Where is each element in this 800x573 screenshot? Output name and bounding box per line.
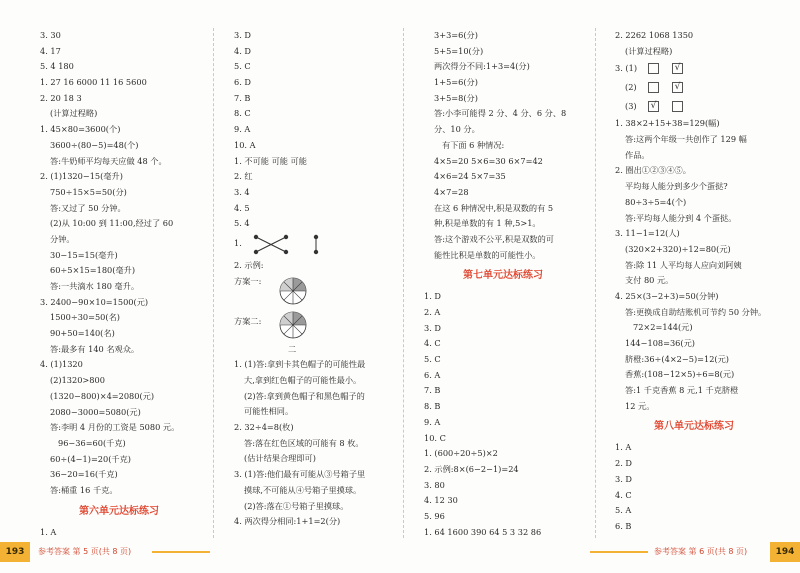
answer-line (412, 106, 594, 122)
checkbox-row (603, 59, 785, 78)
answer-line (412, 493, 594, 509)
answer-line (412, 201, 594, 217)
answer-list (222, 28, 404, 232)
answer-line (28, 185, 210, 201)
answer-text: 1. 38×2+15+38=129(幅) (615, 118, 720, 129)
answer-text: 72×2=144(元) (633, 322, 693, 333)
answer-list (412, 289, 594, 538)
answer-text: (2)答:拿到黄色帽子和黑色帽子的 (244, 390, 365, 401)
answer-text: 8. B (424, 401, 441, 412)
answer-text: 3. D (424, 322, 441, 333)
answer-line (28, 216, 210, 232)
answer-text: 支付 80 元。 (625, 275, 674, 286)
answer-list (28, 28, 210, 499)
answer-line (222, 201, 404, 217)
answer-text: 答:小李可能得 2 分、4 分、6 分、8 (434, 108, 567, 119)
answer-line (222, 75, 404, 91)
answer-line (603, 28, 785, 44)
answer-text: 3. 11−1=12(人) (615, 228, 680, 239)
answer-line (603, 519, 785, 535)
answer-line (222, 436, 404, 452)
answer-line (28, 310, 210, 326)
answer-line (222, 499, 404, 515)
answer-text: (2)1320>800 (50, 375, 105, 386)
answer-line (603, 352, 785, 368)
answer-line (412, 415, 594, 431)
answer-line (222, 154, 404, 170)
answer-line (603, 163, 785, 179)
page-number: 194 (770, 542, 800, 562)
answer-line (28, 201, 210, 217)
answer-text: 答:牛奶师平均每天应做 48 个。 (50, 155, 167, 166)
answer-line (28, 420, 210, 436)
checkbox-row (603, 97, 785, 116)
answer-text: 3+5=8(分) (434, 92, 478, 103)
matching-lines-diagram (252, 232, 322, 256)
answer-text: 1500÷30=50(名) (50, 312, 120, 323)
answer-line (603, 440, 785, 456)
answer-line (603, 195, 785, 211)
answer-line (603, 148, 785, 164)
answer-text: 4×7=28 (434, 186, 469, 197)
answer-text: 2. 2262 1068 1350 (615, 30, 694, 40)
answer-checkbox (672, 101, 683, 112)
page-number: 193 (0, 542, 30, 562)
answer-text: 2. A (424, 307, 441, 317)
answer-text: 答:李明 4 月份的工资是 5080 元。 (50, 422, 180, 433)
answer-line (28, 452, 210, 468)
answer-text: 4. 12 30 (424, 495, 458, 506)
footer-right (590, 542, 800, 562)
answer-line (412, 248, 594, 264)
answer-text: 3. 2400−90×10=1500(元) (40, 296, 149, 307)
answer-text: 大,拿到红色帽子的可能性最小。 (244, 375, 362, 385)
answer-line (603, 289, 785, 305)
answer-list (603, 440, 785, 538)
answer-text: (计算过程略) (625, 45, 673, 56)
answer-line (28, 436, 210, 452)
answer-text: 6. D (234, 77, 251, 88)
answer-text: 平均每人能分到多少个蛋挞? (625, 181, 728, 192)
answer-text: 可能性相同。 (244, 406, 294, 417)
answer-line (412, 336, 594, 352)
answer-text: 9. A (424, 416, 441, 427)
answer-text: (2)答:落在①号箱子里摸球。 (244, 500, 349, 511)
answer-text: 2. 示例:8×(6−2−1)=24 (424, 463, 519, 474)
answer-line (603, 179, 785, 195)
answer-line (412, 431, 594, 447)
answer-line (412, 446, 594, 462)
answer-line (222, 373, 404, 389)
answer-line (28, 122, 210, 138)
answer-checkbox: √ (672, 63, 683, 74)
footer-caption: 参考答案 第 6 页(共 8 页) (654, 547, 748, 556)
answer-line (222, 404, 404, 420)
answer-text: 有下面 6 种情况: (442, 139, 505, 150)
answer-line (222, 467, 404, 483)
answer-text: 4. 5 (234, 202, 250, 213)
footer-bar (152, 551, 210, 553)
answer-text: 4. C (615, 489, 632, 500)
answer-text: 80÷3÷5=4(个) (625, 196, 687, 207)
answer-text: 5. A (615, 505, 632, 516)
answer-line (603, 367, 785, 383)
answer-line (222, 451, 404, 467)
answer-text: 4. (1)1320 (40, 359, 83, 370)
answer-line (603, 242, 785, 258)
answer-text: 4. C (424, 338, 441, 349)
answer-line (222, 106, 404, 122)
answer-text: 7. B (234, 92, 251, 103)
answer-line (412, 216, 594, 232)
answer-list (412, 28, 594, 263)
answer-line (603, 472, 785, 488)
answer-line (222, 138, 404, 154)
answer-line (412, 509, 594, 525)
answer-text: 答:最多有 140 名观众。 (50, 343, 140, 354)
answer-line (412, 138, 594, 154)
answer-line (603, 116, 785, 132)
answer-text: 分、10 分。 (434, 124, 480, 135)
answer-checkbox (648, 63, 659, 74)
answer-line: 二 (288, 343, 297, 354)
checkbox-label: (2) (625, 82, 637, 93)
answer-line (222, 91, 404, 107)
answer-line (412, 169, 594, 185)
spinner-circle-2 (278, 310, 308, 340)
answer-text: 2080−3000=5080(元) (50, 406, 141, 417)
answer-text: 3. (1)答:他们最有可能从③号箱子里 (234, 469, 366, 480)
answer-line (412, 462, 594, 478)
answer-text: 2. 圈出①②③④⑤。 (615, 165, 691, 176)
answer-line (222, 357, 404, 373)
answer-text: 1. A (615, 442, 632, 453)
answer-line (603, 336, 785, 352)
answer-line (28, 295, 210, 311)
answer-line (603, 258, 785, 274)
answer-line (603, 211, 785, 227)
checkbox-row (603, 78, 785, 97)
answer-line (222, 483, 404, 499)
answer-line (28, 28, 210, 44)
answer-line (603, 44, 785, 60)
answer-text: 12 元。 (625, 400, 655, 411)
answer-text: 750÷15×5=50(分) (50, 186, 127, 197)
answer-line (603, 399, 785, 415)
answer-line (603, 488, 785, 504)
answer-line (412, 289, 594, 305)
answer-text: 3. D (234, 30, 251, 40)
answer-text: 3+3=6(分) (434, 30, 478, 40)
answer-line (222, 514, 404, 530)
answer-text: 1+5=6(分) (434, 77, 478, 88)
answer-text: 答:除 11 人平均每人应向刘阿姨 (625, 259, 742, 270)
answer-line (222, 169, 404, 185)
column-2 (222, 28, 404, 538)
answer-line (412, 525, 594, 538)
answer-text: 90+50=140(名) (50, 328, 115, 339)
answer-line (28, 106, 210, 122)
answer-line (28, 248, 210, 264)
answer-text: 1. A (40, 526, 57, 537)
answer-line (28, 389, 210, 405)
section-title-unit7: 第七单元达标练习 (463, 270, 543, 282)
answer-text: 种,积是单数的有 1 种,5>1。 (434, 218, 541, 229)
answer-text: (计算过程略) (50, 108, 98, 119)
answer-text: 5. C (424, 354, 441, 365)
answer-list (222, 357, 404, 530)
answer-line (28, 405, 210, 421)
answer-text: 4×5=20 5×6=30 6×7=42 (434, 155, 543, 166)
answer-text: 10. A (234, 139, 256, 150)
answer-text: 30−15=15(毫升) (50, 249, 118, 260)
answer-line (412, 75, 594, 91)
answer-line (28, 232, 210, 248)
answer-line (28, 467, 210, 483)
answer-checkbox (648, 82, 659, 93)
answer-line (412, 232, 594, 248)
answer-checkbox: √ (648, 101, 659, 112)
answer-text: 5. C (234, 61, 251, 72)
answer-line: 1. (222, 232, 404, 258)
answer-line (412, 91, 594, 107)
answer-text: 1. 不可能 可能 可能 (234, 155, 307, 166)
answer-text: 1. D (424, 291, 441, 302)
answer-text: 4. 17 (40, 45, 61, 56)
answer-text: 答:更换成自助结账机可节约 50 分钟。 (625, 306, 767, 317)
answer-text: 香蕉:(108−12×5)÷6=8(元) (625, 369, 735, 380)
answer-line (603, 226, 785, 242)
answer-text: 摸球,不可能从④号箱子里摸球。 (244, 484, 362, 495)
answer-line (603, 320, 785, 336)
answer-line: 方案一: (222, 274, 404, 308)
spinner-circle-1 (278, 276, 308, 306)
answer-text: 1. (600÷20÷5)×2 (424, 448, 498, 459)
answer-text: 2. D (615, 458, 632, 469)
answer-text: 6. A (424, 369, 441, 380)
answer-list (28, 525, 210, 538)
answer-line (412, 122, 594, 138)
answer-text: (1320−800)×4=2080(元) (50, 390, 155, 401)
answer-line (412, 59, 594, 75)
answer-line (222, 59, 404, 75)
answer-text: 5. 4 (234, 218, 250, 229)
answer-line (603, 383, 785, 399)
answer-line (28, 525, 210, 538)
answer-line (28, 263, 210, 279)
checkbox-answers (603, 59, 785, 116)
answer-text: 在这 6 种情况中,积是双数的有 5 (434, 202, 554, 213)
answer-text: 答:又过了 50 分钟。 (50, 202, 126, 213)
answer-line (28, 357, 210, 373)
answer-text: 8. C (234, 108, 251, 119)
answer-text: 10. C (424, 432, 446, 443)
answer-line (412, 399, 594, 415)
answer-text: 答:桶重 16 千克。 (50, 484, 118, 495)
answer-line (222, 185, 404, 201)
answer-line (28, 373, 210, 389)
answer-text: 2. 32÷4=8(枚) (234, 422, 294, 433)
answer-text: 7. B (424, 385, 441, 396)
answer-line (28, 279, 210, 295)
answer-line (412, 154, 594, 170)
answer-text: 9. A (234, 124, 251, 135)
answer-text: 144−108=36(元) (625, 338, 695, 348)
answer-line (412, 383, 594, 399)
answer-line (222, 28, 404, 44)
answer-line (28, 138, 210, 154)
answer-text: 答:平均每人能分到 4 个蛋挞。 (625, 212, 737, 223)
answer-line (28, 75, 210, 91)
answer-text: (2)从 10:00 到 11:00,经过了 60 (50, 218, 174, 229)
answer-text: 2. 20 18 3 (40, 92, 82, 103)
answer-line (28, 44, 210, 60)
answer-text: 两次得分不同:1+3=4(分) (434, 61, 530, 72)
section-title-unit6: 第六单元达标练习 (79, 505, 159, 517)
answer-list (603, 116, 785, 414)
answer-text: 6. B (615, 520, 632, 531)
answer-line (28, 342, 210, 358)
answer-text: 答:这个游戏不公平,积是双数的可 (434, 233, 554, 244)
answer-line: 2. 示例: (234, 259, 264, 270)
answer-text: (估计结果合理即可) (244, 453, 316, 464)
answer-line (412, 28, 594, 44)
column-3 (412, 28, 594, 538)
answer-line (222, 420, 404, 436)
answer-line (412, 352, 594, 368)
answer-text: 脐橙:36÷(4×2−5)=12(元) (625, 353, 730, 364)
answer-line (412, 305, 594, 321)
answer-text: 3600÷(80−5)=48(个) (50, 139, 139, 150)
answer-text: 分钟。 (50, 233, 75, 244)
answer-line (28, 326, 210, 342)
answer-text: 1. (1)答:拿到卡其色帽子的可能性最 (234, 359, 366, 370)
footer-caption: 参考答案 第 5 页(共 8 页) (38, 547, 132, 556)
answer-line (222, 389, 404, 405)
column-divider (213, 28, 214, 538)
answer-text: 答:落在红色区域的可能有 8 枚。 (244, 437, 364, 448)
answer-text: (320×2+320)÷12=80(元) (625, 243, 731, 254)
answer-line (603, 305, 785, 321)
answer-text: 36−20=16(千克) (50, 469, 118, 480)
answer-line: 方案二: (222, 308, 404, 342)
answer-text (615, 535, 631, 538)
answer-text: 3. D (615, 473, 632, 484)
checkbox-label: (3) (625, 101, 637, 112)
column-4 (603, 28, 785, 538)
answer-line (412, 321, 594, 337)
answer-line (412, 478, 594, 494)
answer-text: 5+5=10(分) (434, 45, 484, 56)
answer-line (28, 59, 210, 75)
checkbox-label: 3. (1) (615, 63, 638, 74)
answer-checkbox: √ (672, 82, 683, 93)
footer-left (0, 542, 210, 562)
answer-text: 5. 96 (424, 510, 445, 521)
answer-text: 答:这两个年级一共创作了 129 幅 (625, 134, 747, 145)
answer-line (412, 185, 594, 201)
answer-text: 1. 45×80=3600(个) (40, 124, 121, 135)
answer-line (603, 132, 785, 148)
column-divider (595, 28, 596, 538)
answer-line (603, 456, 785, 472)
answer-text: 作品。 (625, 149, 650, 160)
answer-line (28, 91, 210, 107)
answer-line (222, 44, 404, 60)
answer-text: 1. 27 16 6000 11 16 5600 (40, 77, 147, 88)
answer-text: 60÷(4−1)=20(千克) (50, 453, 131, 464)
answer-text: 3. 80 (424, 479, 445, 490)
answer-text: 能性比积是单数的可能性小。 (434, 249, 541, 260)
answer-text: 60÷5×15=180(毫升) (50, 265, 136, 276)
answer-line (603, 535, 785, 538)
answer-line (28, 483, 210, 499)
answer-text: 4×6=24 5×7=35 (434, 171, 506, 182)
answer-text: 1. 64 1600 390 64 5 3 32 86 (424, 526, 542, 537)
section-title-unit8: 第八单元达标练习 (654, 421, 734, 433)
answer-line (603, 273, 785, 289)
answer-text: 96−36=60(千克) (58, 437, 126, 448)
answer-list (603, 28, 785, 59)
answer-text: 答:一共滴水 180 毫升。 (50, 281, 140, 291)
answer-text: 2. 红 (234, 171, 253, 182)
answer-line (412, 44, 594, 60)
answer-text: 4. 25×(3−2+3)=50(分钟) (615, 290, 719, 301)
answer-line (28, 154, 210, 170)
answer-text: 4. 两次得分相同:1+1=2(分) (234, 516, 341, 527)
answer-text: 3. 4 (234, 186, 250, 197)
answer-line (603, 503, 785, 519)
answer-line (412, 368, 594, 384)
answer-text: 3. 30 (40, 30, 61, 40)
column-1 (28, 28, 210, 538)
answer-text: 答:1 千克香蕉 8 元,1 千克脐橙 (625, 385, 739, 396)
answer-text: 2. (1)1320−15(毫升) (40, 171, 123, 182)
answer-line (222, 216, 404, 232)
answer-line (222, 122, 404, 138)
answer-text: 5. 4 180 (40, 61, 74, 72)
footer-bar (590, 551, 648, 553)
answer-line (28, 169, 210, 185)
answer-text: 4. D (234, 45, 251, 56)
